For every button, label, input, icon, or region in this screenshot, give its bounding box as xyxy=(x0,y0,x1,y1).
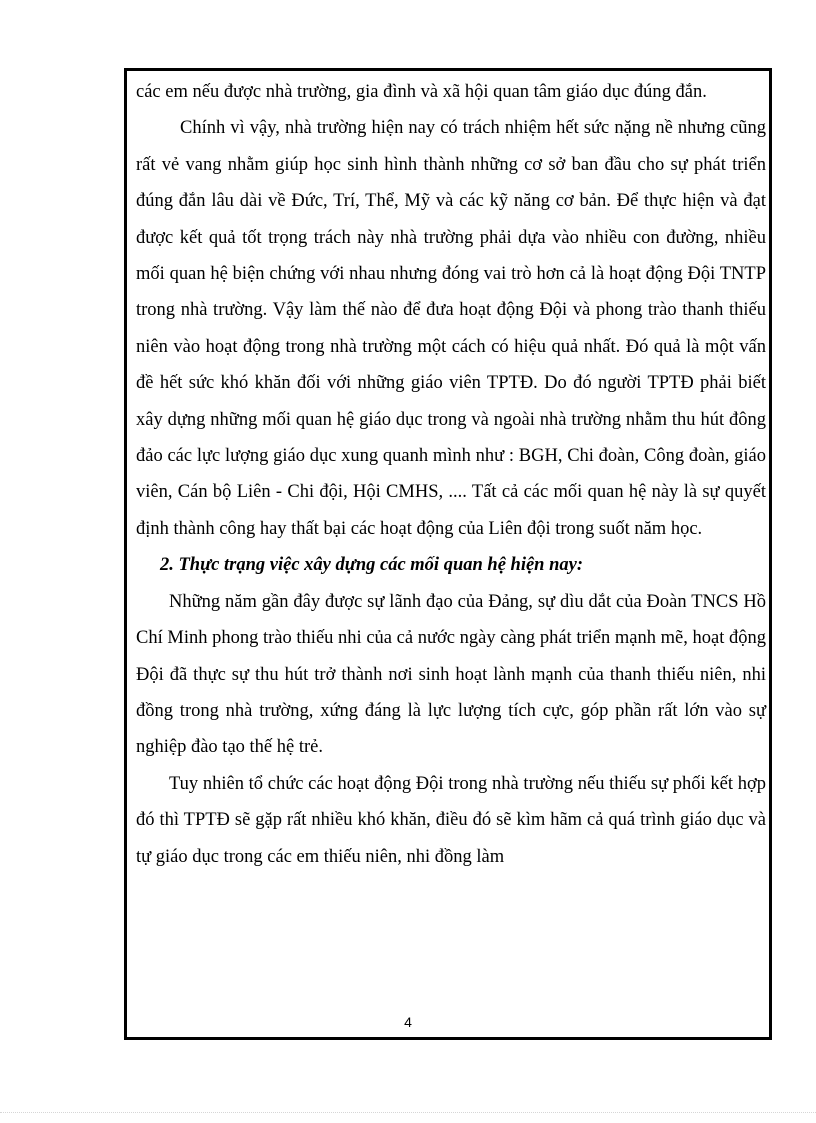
paragraph-continuation: các em nếu được nhà trường, gia đình và xã hội quan tâm giáo dục đúng đắn. xyxy=(136,82,707,102)
paragraph-however: Tuy nhiên tổ chức các hoạt động Đội trong nhà trường nếu thiếu sự phối kết hợp đó thì TPTĐ sẽ gặp rất nhiều khó khăn, điều đó sẽ kìm hãm cả quá trình giáo dục và tự giáo dục trong các em thiếu niên, nhi đồng làm xyxy=(136,773,766,867)
page-number: 4 xyxy=(404,1014,412,1030)
page-bottom-divider xyxy=(0,1112,816,1113)
paragraph-recent-years: Những năm gần đây được sự lãnh đạo của Đảng, sự dìu dắt của Đoàn TNCS Hồ Chí Minh phong trào thiếu nhi của cả nước ngày càng phát triển mạnh mẽ, hoạt động Đội đã thực sự thu hút trở thành nơi sinh hoạt lành mạnh của thanh thiếu niên, nhi đồng trong nhà trường, xứng đáng là lực lượng tích cực, góp phần rất lớn vào sự nghiệp đào tạo thế hệ trẻ. xyxy=(136,591,766,758)
section-heading: 2. Thực trạng việc xây dựng các mối quan hệ hiện nay: xyxy=(160,555,583,576)
paragraph-school-responsibility: Chính vì vậy, nhà trường hiện nay có trách nhiệm hết sức nặng nề nhưng cũng rất vẻ vang nhằm giúp học sinh hình thành những cơ sở ban đầu cho sự phát triển đúng đắn lâu dài về Đức, Trí, Thể, Mỹ và các kỹ năng cơ bản. Để thực hiện và đạt được kết quả tốt trọng trách này nhà trường phải dựa vào nhiều con đường, nhiều mối quan hệ biện chứng với nhau nhưng đóng vai trò hơn cả là hoạt động Đội TNTP trong nhà trường. Vậy làm thế nào để đưa hoạt động Đội và phong trào thanh thiếu niên vào hoạt động trong nhà trường một cách có hiệu quả nhất. Đó quả là một vấn đề hết sức khó khăn đối với những giáo viên TPTĐ. Do đó người TPTĐ phải biết xây dựng những mối quan hệ giáo dục trong và ngoài nhà trường nhằm thu hút đông đảo các lực lượng giáo dục xung quanh mình như : BGH, Chi đoàn, Công đoàn, giáo viên, Cán bộ Liên - Chi đội, Hội CMHS, .... Tất cả các mối quan hệ này là sự quyết định thành công hay thất bại các hoạt động của Liên đội trong suốt năm học. xyxy=(136,118,766,539)
document-body xyxy=(136,74,766,875)
